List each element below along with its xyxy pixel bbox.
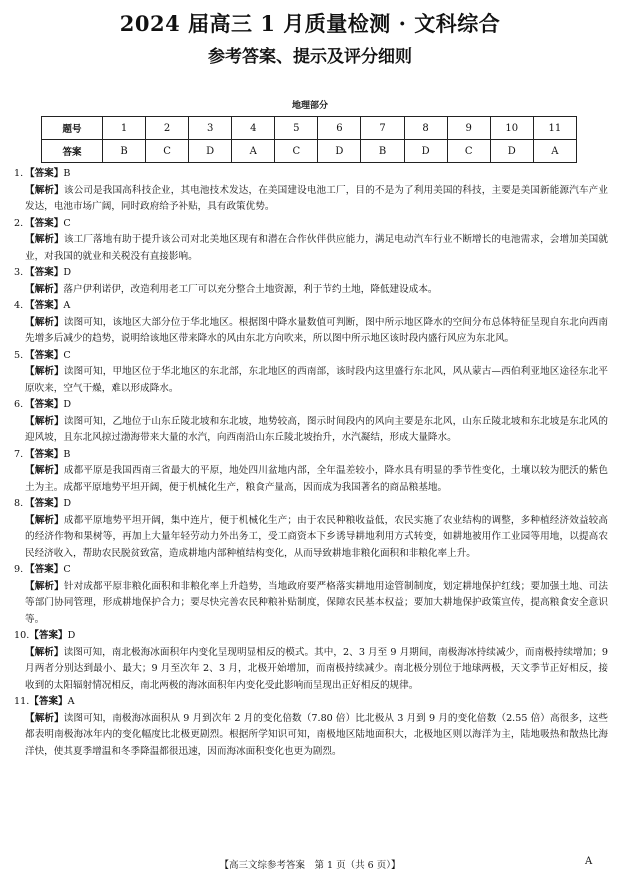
answer-tag: 【答案】 [25,564,64,575]
explanation-text: 成都平原是我国西南三省最大的平原，地处四川盆地内部，全年温差较小，降水具有明显的季节性变化，土壤以较为肥沃的紫色土为主。成都平原地势平坦开阔，便于机械化生产，粮食产量高，因而成为我国著名的商品粮基地。 [25,465,608,493]
answer-value: C [63,217,71,229]
key-number: 7 [361,117,404,140]
key-answer: D [189,140,232,163]
answer-line [14,348,608,365]
question-number: 2. [14,217,24,229]
explain-tag: 【解析】 [25,646,64,658]
answer-line [14,298,608,315]
question-item [14,166,608,216]
explanation-text: 读图可知，甲地区位于华北地区的东北部，东北地区的西南部，该时段内这里盛行东北风，风从蒙古—西伯利亚地区途径东北平原吹来，空气干燥，难以形成降水。 [25,366,608,394]
explain-tag: 【解析】 [25,316,64,328]
answer-value: D [63,498,72,509]
answer-value: A [67,696,75,707]
solutions-list [14,166,608,760]
key-number: 2 [146,117,189,140]
question-number: 5. [14,349,24,361]
answer-line [14,265,608,282]
answer-line [14,216,608,233]
explanation-text: 该公司是我国高科技企业，其电池技术发达，在美国建设电池工厂，目的不是为了利用美国的科技，主要是美国新能源汽车产业发达，电池市场广阔，同时政府给予补贴，具有政策优势。 [25,184,608,212]
explain-tag: 【解析】 [25,415,64,427]
explanation-line [14,414,608,447]
key-number: 4 [232,117,275,140]
question-item [14,397,608,447]
explanation-text: 落户伊利诺伊，改造利用老工厂可以充分整合土地资源，利于节约土地，降低建设成本。 [63,283,438,295]
question-item [14,265,608,298]
key-number: 11 [533,117,576,140]
answer-value: D [67,630,76,641]
key-number: 8 [404,117,447,140]
section-title: 地理部分 [291,101,328,111]
key-answer: D [404,140,447,163]
explain-tag: 【解析】 [25,234,64,245]
answer-line [14,562,608,579]
key-number: 9 [447,117,490,140]
answer-value: D [63,267,72,278]
explain-tag: 【解析】 [25,580,64,592]
key-answer: B [103,140,146,163]
answer-tag: 【答案】 [25,448,64,460]
question-item [14,447,608,497]
key-number: 5 [275,117,318,140]
key-answer: B [361,140,404,163]
question-item [14,216,608,266]
explain-tag: 【解析】 [25,712,64,724]
answer-value: D [63,399,72,410]
question-item [14,562,608,628]
answer-key-answer-row [42,140,577,163]
answer-value: C [63,564,71,575]
explanation-text: 该工厂落地有助于提升该公司对北美地区现有和潜在合作伙伴供应能力，满足电动汽车行业不断增长的电池需求，会增加美国就业，对我国的就业和关税没有直接影响。 [25,234,608,262]
page-title: 2024 届高三 1 月质量检测 · 文科综合 [119,11,501,36]
explanation-line [14,579,608,629]
explanation-line [14,364,608,397]
explanation-line [14,315,608,348]
answer-line [14,166,608,183]
answer-value: A [63,300,71,311]
page-subtitle: 参考答案、提示及评分细则 [208,47,412,67]
key-answer: C [447,140,490,163]
explanation-line [14,645,608,695]
explain-tag: 【解析】 [25,514,64,526]
answer-tag: 【答案】 [25,217,64,229]
answer-line [14,628,608,645]
answer-tag: 【答案】 [25,300,64,311]
explanation-line [14,282,608,299]
key-answer: A [533,140,576,163]
question-number: 10. [14,630,30,641]
key-answer: D [490,140,533,163]
answer-key-table [41,116,577,163]
answer-line [14,694,608,711]
question-number: 9. [14,564,24,575]
explain-tag: 【解析】 [25,465,64,476]
answer-line [14,397,608,414]
answer-value: B [63,168,71,179]
question-item [14,694,608,760]
question-number: 4. [14,300,24,311]
question-number: 8. [14,498,24,509]
answer-tag: 【答案】 [25,168,64,179]
key-answer: C [275,140,318,163]
question-item [14,348,608,398]
answer-tag: 【答案】 [25,349,64,361]
answer-value: B [63,448,71,460]
question-item [14,298,608,348]
row-label-answer: 答案 [42,140,103,163]
question-number: 1. [14,168,24,179]
explanation-text: 读图可知，乙地位于山东丘陵北坡和东北坡，地势较高，图示时间段内的风向主要是东北风，山东丘陵北坡和东北坡是东北风的迎风坡，且东北风掠过渤海带来大量的水汽，向西南沿山东丘陵北坡抬升，水汽凝结，形成大量降水。 [25,415,608,443]
explanation-text: 读图可知，该地区大部分位于华北地区。根据图中降水量数值可判断，图中所示地区降水的空间分布总体特征呈现自东北向西南先增多后减少的趋势，说明给该地区带来降水的风由东北方向吹来，所以图中所示地区该时段内盛行风应为东北风。 [25,316,608,344]
page-footer: 【高三文综参考答案 第 1 页（共 6 页）】 [219,860,401,871]
question-number: 7. [14,448,24,460]
explanation-line [14,711,608,761]
answer-tag: 【答案】 [25,399,64,410]
explanation-line [14,513,608,563]
question-number: 6. [14,399,24,410]
explanation-text: 针对成都平原非粮化面积和非粮化率上升趋势，当地政府要严格落实耕地用途管制制度，划定耕地保护红线；要加强土地、司法等部门协同管理，形成耕地保护合力；要尽快完善农民种粮补贴制度，保障农民基本权益；要加大耕地保护政策宣传，提高粮食安全意识等。 [25,580,608,625]
question-number: 3. [14,267,24,278]
answer-line [14,496,608,513]
answer-tag: 【答案】 [25,498,64,509]
key-number: 10 [490,117,533,140]
key-number: 1 [103,117,146,140]
key-answer: A [232,140,275,163]
explanation-line [14,183,608,216]
question-item [14,496,608,562]
key-number: 6 [318,117,361,140]
question-number: 11. [14,696,30,707]
key-answer: C [146,140,189,163]
explanation-line [14,463,608,496]
row-label-number: 题号 [42,117,103,140]
key-answer: D [318,140,361,163]
explain-tag: 【解析】 [25,366,64,377]
answer-value: C [63,349,71,361]
key-number: 3 [189,117,232,140]
answer-line [14,447,608,464]
answer-tag: 【答案】 [29,630,68,641]
answer-tag: 【答案】 [25,267,64,278]
explanation-text: 读图可知，南北极海冰面积年内变化呈现明显相反的模式。其中，2、3 月至 9 月期间，南极海冰持续减少，而南极持续增加；9 月两者分别达到最小、最大；9 月至次年 2、3 月，北极开始增加，而南极持续减少。南北极分别位于地球两极，天文季节正好相反，接收到的太阳辐射情况相反，南北两极的海冰面积年内变化受此影响而呈现出正好相反的规律。 [25,646,609,691]
answer-tag: 【答案】 [29,696,68,707]
explain-tag: 【解析】 [25,283,64,295]
answer-key-number-row [42,117,577,140]
explain-tag: 【解析】 [25,184,64,196]
question-item [14,628,608,694]
explanation-text: 读图可知，南极海冰面积从 9 月到次年 2 月的变化倍数（7.80 倍）比北极从 3 月到 9 月的变化倍数（2.55 倍）高很多，这些都表明南极海冰年内的变化幅度比北极更剧烈。根据所学知识可知，南极地区陆地面积大，北极地区则以海洋为主，陆地吸热和散热比海洋快，使其夏季增温和冬季降温都很迅速，因而海冰面积变化也更为剧烈。 [25,712,608,757]
explanation-text: 成都平原地势平坦开阔，集中连片，便于机械化生产；由于农民种粮收益低，农民实施了农业结构的调整，多种植经济效益较高的经济作物和果树等，再加上大量年轻劳动力外出务工，受工商资本下乡诱导耕地利用方式转变，如耕地被用作工业园等用地，以提高农民经济收入，帮助农民脱贫致富，造成耕地内部种植结构变化，从而导致耕地非粮化面积和非粮化率上升。 [25,514,608,559]
version-mark: A [585,856,593,867]
explanation-line [14,232,608,265]
